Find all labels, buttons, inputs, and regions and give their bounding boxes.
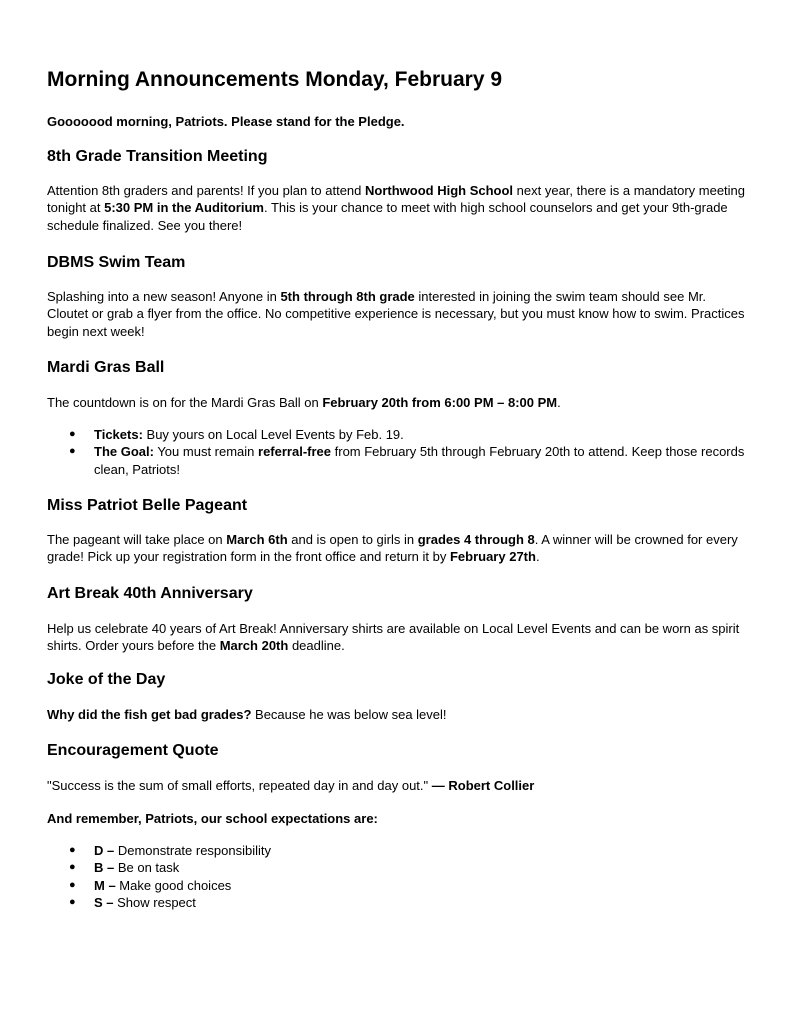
bullet-icon: ● xyxy=(69,895,76,908)
document-title: Morning Announcements Monday, February 9 xyxy=(47,68,503,91)
expectations-list xyxy=(47,842,747,911)
bullet-icon: ● xyxy=(69,878,76,891)
list-item: ● Tickets: Buy yours on Local Level Events by Feb. 19. xyxy=(69,427,404,442)
greeting: Gooooood morning, Patriots. Please stand for the Pledge. xyxy=(47,114,405,129)
paragraph-joke: Why did the fish get bad grades? Because he was below sea level! xyxy=(47,707,447,722)
expectations-intro: And remember, Patriots, our school expectations are: xyxy=(47,811,378,826)
paragraph-mardi-gras: The countdown is on for the Mardi Gras Ball on February 20th from 6:00 PM – 8:00 PM. xyxy=(47,395,561,410)
paragraph-transition-meeting: Attention 8th graders and parents! If you plan to attend Northwood High School next year, there is a mandatory meeting tonight at 5:30 PM in the Auditorium. This is your chance to meet with high school counselors and get your 9th-grade schedule finalized. See you there! xyxy=(47,183,746,233)
heading-swim-team: DBMS Swim Team xyxy=(47,254,186,271)
heading-pageant: Miss Patriot Belle Pageant xyxy=(47,497,248,514)
list-item: ● D – Demonstrate responsibility xyxy=(69,843,272,858)
bullet-icon: ● xyxy=(69,844,76,856)
bullet-icon: ● xyxy=(69,445,76,458)
heading-art-break: Art Break 40th Anniversary xyxy=(47,585,253,602)
list-item: ● The Goal: You must remain referral-free from February 5th through February 20th to attend. Keep those records clean, Patriots! xyxy=(69,444,745,477)
heading-quote: Encouragement Quote xyxy=(47,742,219,759)
mardi-gras-list xyxy=(47,426,747,478)
paragraph-quote: "Success is the sum of small efforts, repeated day in and day out." — Robert Collier xyxy=(47,778,535,793)
list-item: ● M – Make good choices xyxy=(69,877,232,893)
bullet-icon: ● xyxy=(69,861,76,874)
paragraph-pageant: The pageant will take place on March 6th and is open to girls in grades 4 through 8. A winner will be crowned for every grade! Pick up your registration form in the front office and return it by February 27th. xyxy=(47,532,738,565)
bullet-icon: ● xyxy=(69,428,76,440)
paragraph-swim-team: Splashing into a new season! Anyone in 5th through 8th grade interested in joining the swim team should see Mr. Cloutet or grab a flyer from the office. No competitive experience is necessary, but you must know how to swim. Practices begin next week! xyxy=(47,289,745,339)
list-item: ● S – Show respect xyxy=(69,894,196,910)
paragraph-art-break: Help us celebrate 40 years of Art Break! Anniversary shirts are available on Local Level Events and can be worn as spirit shirts. Order yours before the March 20th deadline. xyxy=(47,621,740,654)
heading-joke: Joke of the Day xyxy=(47,671,166,688)
list-item: ● B – Be on task xyxy=(69,860,180,876)
heading-transition-meeting: 8th Grade Transition Meeting xyxy=(47,148,268,165)
heading-mardi-gras: Mardi Gras Ball xyxy=(47,359,165,376)
